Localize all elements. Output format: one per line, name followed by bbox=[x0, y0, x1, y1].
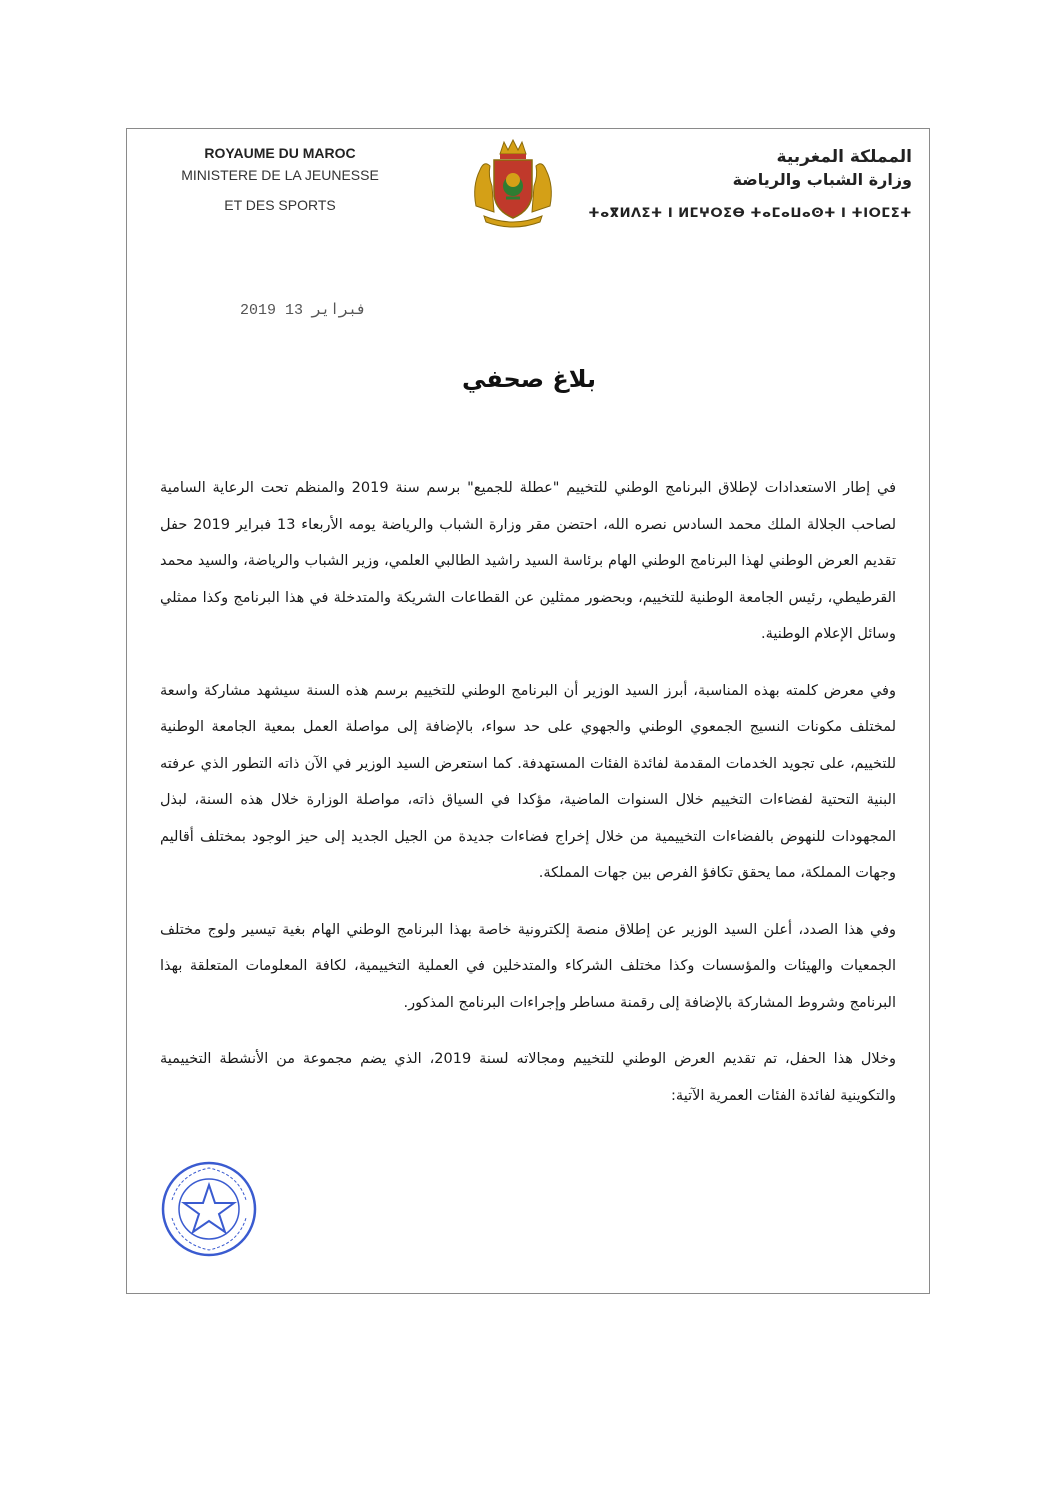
kingdom-name-fr: ROYAUME DU MAROC bbox=[204, 145, 356, 161]
document-body bbox=[160, 470, 896, 1134]
ministry-name-fr-line2: ET DES SPORTS bbox=[224, 197, 336, 213]
header-arabic bbox=[588, 146, 912, 221]
kingdom-name-ar: المملكة المغربية bbox=[776, 147, 912, 167]
paragraph: وفي هذا الصدد، أعلن السيد الوزير عن إطلاق منصة إلكترونية خاصة بهذا البرنامج الوطني الهام بغية تيسير ولوج مختلف الجمعيات والهيئات والمؤسسات وكذا مختلف الشركاء والمتدخلين في العملية التخييمية، لكافة المعلومات المتعلقة بهذا البرنامج وشروط المشاركة بالإضافة إلى رقمنة مساطر وإجراءات البرنامج المذكور. bbox=[160, 921, 896, 1011]
ministry-name-tifinagh: ⵜⴰⴳⵍⴷⵉⵜ ⵏ ⵍⵎⵖⵔⵉⴱ ⵜⴰⵎⴰⵡⴰⵙⵜ ⵏ ⵜⵏⵔⵎⵉⵜ bbox=[588, 206, 912, 221]
ministry-seal-stamp-icon bbox=[160, 1160, 258, 1258]
ministry-name-ar: وزارة الشباب والرياضة bbox=[732, 170, 912, 189]
header-french bbox=[150, 142, 410, 216]
ministry-name-fr-line1: MINISTERE DE LA JEUNESSE bbox=[181, 167, 379, 183]
document-title: بلاغ صحفي bbox=[461, 365, 597, 393]
paragraph: في إطار الاستعدادات لإطلاق البرنامج الوطني للتخييم "عطلة للجميع" برسم سنة 2019 والمنظم تحت الرعاية السامية لصاحب الجلالة الملك محمد السادس نصره الله، احتضن مقر وزارة الشباب والرياضة يومه الأربعاء 13 فبراير 2019 حفل تقديم العرض الوطني لهذا البرنامج الوطني الهام برئاسة السيد راشيد الطالبي العلمي، وزير الشباب والرياضة، والسيد محمد القرطيطي، رئيس الجامعة الوطنية للتخييم، وبحضور ممثلين عن القطاعات الشريكة والمتدخلة في هذا البرنامج وكذا ممثلي وسائل الإعلام الوطنية. bbox=[160, 480, 897, 642]
paragraph: وخلال هذا الحفل، تم تقديم العرض الوطني للتخييم ومجالاته لسنة 2019، الذي يضم مجموعة من الأنشطة التخييمية والتكوينية لفائدة الفئات العمرية الآتية: bbox=[160, 1051, 896, 1104]
paragraph: وفي معرض كلمته بهذه المناسبة، أبرز السيد الوزير أن البرنامج الوطني للتخييم برسم هذه السنة سيشهد مشاركة واسعة لمختلف مكونات النسيج الجمعوي الوطني والجهوي على حد سواء، بالإضافة إلى مواصلة العمل بمعية الجامعة الوطنية للتخييم، على تجويد الخدمات المقدمة لفائدة الفئات المستهدفة. كما استعرض السيد الوزير في الآن ذاته التطور الذي عرفته البنية التحتية لفضاءات التخييم خلال السنوات الماضية، مؤكدا في السياق ذاته، مواصلة الوزارة خلال هذه السنة، لبذل المجهودات للنهوض بالفضاءات التخييمية من خلال إخراج فضاءات جديدة من الجيل الجديد إلى حيز الوجود بمختلف أقاليم وجهات المملكة، مما يحقق تكافؤ الفرص بين جهات المملكة. bbox=[160, 682, 896, 881]
date-stamp: 2019 فبراير 13 bbox=[240, 302, 367, 319]
coat-of-arms-icon bbox=[470, 136, 556, 228]
